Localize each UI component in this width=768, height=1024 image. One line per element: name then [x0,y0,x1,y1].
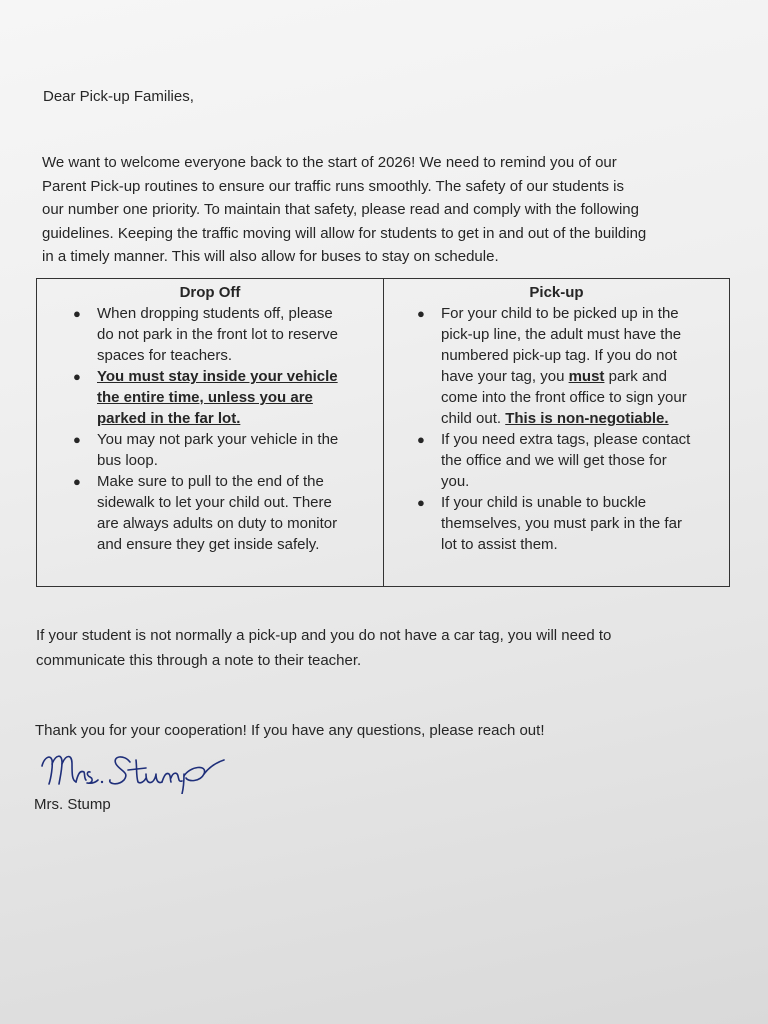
list-item: ● Make sure to pull to the end of the sidewalk to let your child out. There are always adults on duty to monitor and ensure they get inside safely. [73,473,338,553]
list-item: ● For your child to be picked up in the pick-up line, the adult must have the numbered pick-up tag. If you do not have your tag, you must park and come into the front office to sign your child out. This is non-negotiable. [417,305,687,427]
signer-name: Mrs. Stump [34,796,111,813]
handwritten-signature [38,744,278,794]
bullet-icon: ● [417,306,425,321]
car-tag-note [36,623,611,673]
bullet-icon: ● [73,306,81,321]
intro-paragraph [42,151,646,269]
bullet-icon: ● [417,495,425,510]
list-item: ● You may not park your vehicle in the bus loop. [73,431,339,469]
drop-off-list [37,303,383,555]
note-line: communicate this through a note to their teacher. [36,652,362,669]
bullet-icon: ● [73,474,81,489]
note-line: If your student is not normally a pick-up and you do not have a car tag, you will need to [36,627,612,644]
bullet-icon: ● [417,432,425,447]
list-item: ● When dropping students off, please do not park in the front lot to reserve spaces for teachers. [73,305,338,364]
signature-text: Mrs. Stump [38,744,44,745]
pick-up-list [384,303,729,555]
pick-up-heading: Pick-up [529,284,584,301]
closing-line: Thank you for your cooperation! If you have any questions, please reach out! [35,722,545,739]
intro-line: Parent Pick-up routines to ensure our traffic runs smoothly. The safety of our students is [42,177,624,195]
guidelines-table [36,278,730,587]
drop-off-column [37,279,384,587]
bullet-icon: ● [73,432,81,447]
intro-line: in a timely manner. This will also allow for buses to stay on schedule. [42,248,499,265]
intro-line: guidelines. Keeping the traffic moving will allow for students to get in and out of the building [42,224,647,242]
list-item: ● If your child is unable to buckle themselves, you must park in the far lot to assist them. [417,494,682,553]
drop-off-heading: Drop Off [179,284,241,301]
pick-up-column [384,279,730,587]
list-item: ● You must stay inside your vehicle the entire time, unless you are parked in the far lot. [73,368,338,427]
intro-line: our number one priority. To maintain that safety, please read and comply with the following [42,201,639,218]
bullet-icon: ● [73,369,81,384]
intro-line: We want to welcome everyone back to the start of 2026! We need to remind you of our [42,154,617,171]
list-item: ● If you need extra tags, please contact the office and we will get those for you. [417,431,691,490]
greeting: Dear Pick-up Families, [43,88,194,105]
